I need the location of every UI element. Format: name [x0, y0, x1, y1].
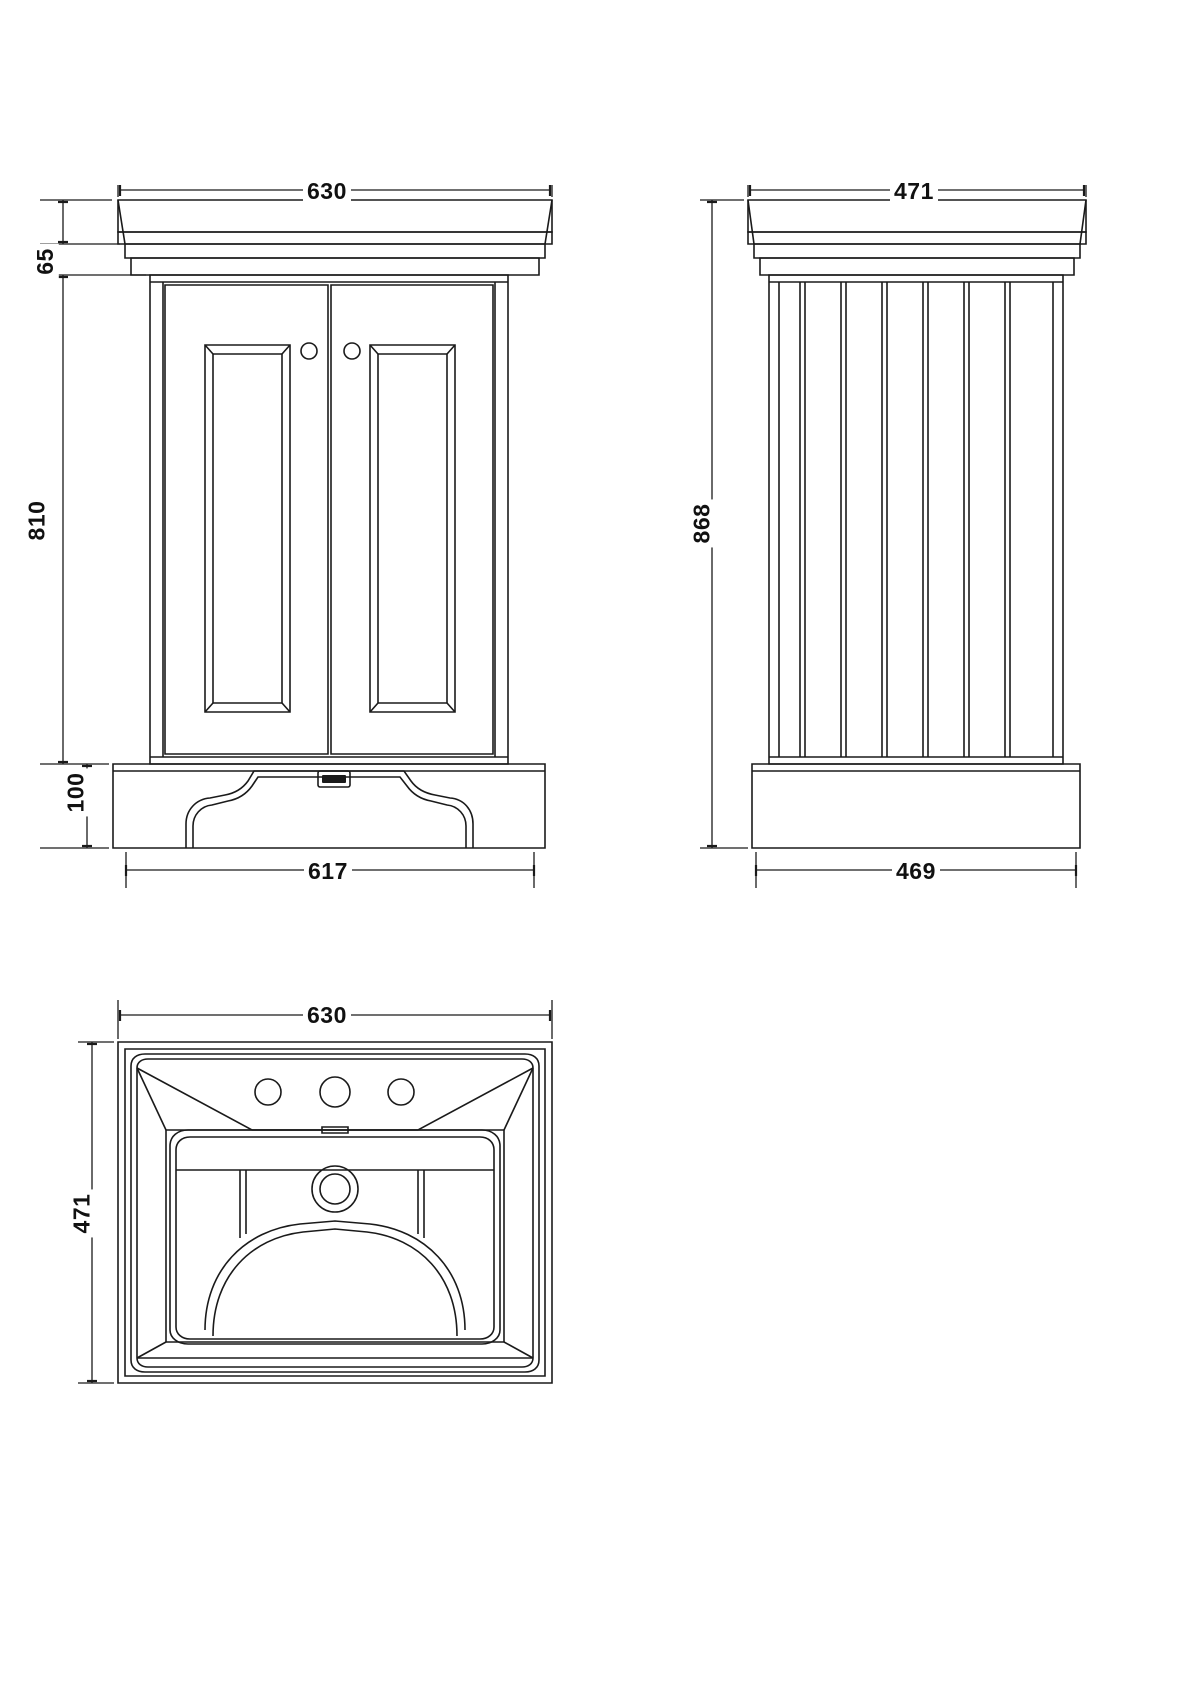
plan-view-dimensions	[78, 1000, 552, 1383]
dimension-plan-depth: 471	[68, 1190, 95, 1238]
dimension-side-plinth-depth: 469	[892, 858, 940, 885]
dimension-front-plinth-width: 617	[304, 858, 352, 885]
dimension-side-total-height: 868	[688, 500, 715, 548]
dimension-side-depth: 471	[890, 178, 938, 205]
front-elevation-dimensions	[40, 185, 552, 888]
front-elevation-geometry	[113, 200, 552, 848]
side-elevation-dimensions	[700, 185, 1086, 888]
dimension-front-top-thickness: 65	[32, 244, 59, 279]
dimension-front-body-height: 810	[23, 497, 50, 545]
plan-view-geometry	[118, 1042, 552, 1383]
side-elevation-geometry	[748, 200, 1086, 848]
dimension-front-plinth-height: 100	[62, 769, 89, 817]
dimension-plan-width: 630	[303, 1002, 351, 1029]
dimension-front-width: 630	[303, 178, 351, 205]
